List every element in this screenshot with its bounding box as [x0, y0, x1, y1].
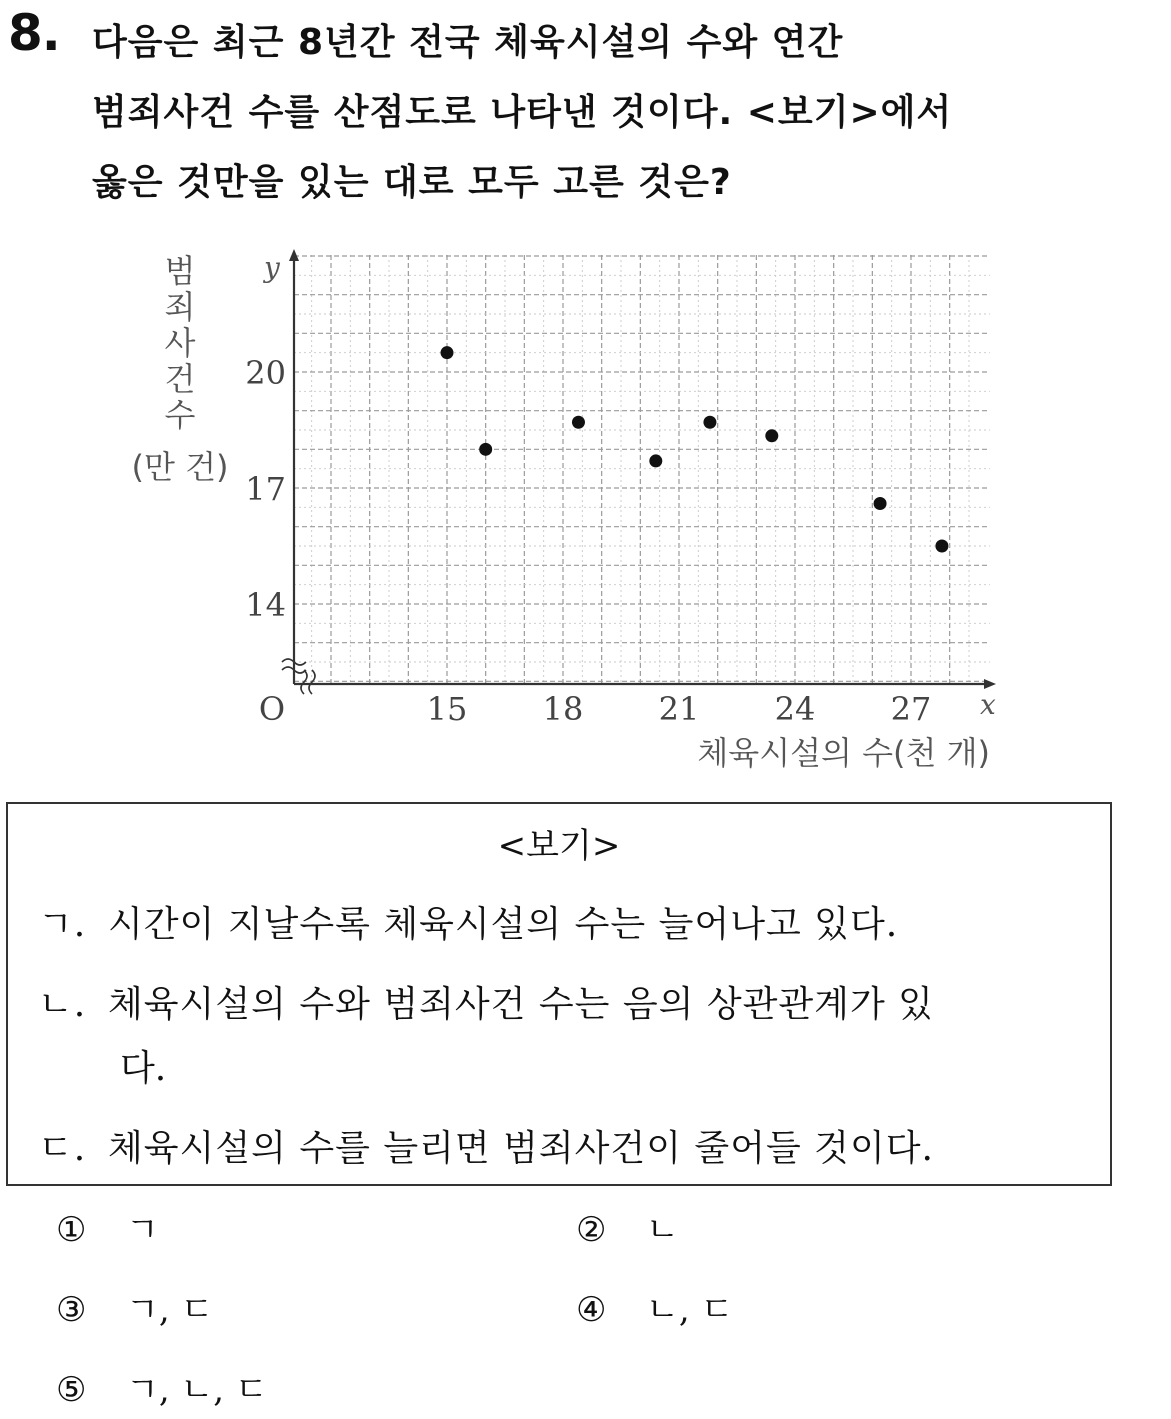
bogi-item-2-text: 체육시설의 수와 범죄사건 수는 음의 상관관계가 있 [108, 984, 934, 1025]
choice-5[interactable] [56, 1362, 268, 1411]
bogi-item-3 [38, 1120, 934, 1171]
data-point [479, 443, 492, 456]
choice-5-number: ⑤ [56, 1370, 87, 1410]
choice-3[interactable] [56, 1282, 213, 1331]
choice-2[interactable] [576, 1202, 679, 1251]
y-axis-title-part: 죄 [164, 288, 196, 326]
bogi-item-2 [38, 976, 934, 1027]
data-point [935, 540, 948, 553]
bogi-item-1-mark: ㄱ. [38, 904, 87, 945]
question-number: 8. [8, 4, 60, 62]
bogi-box [6, 802, 1112, 1186]
choice-4[interactable] [576, 1282, 733, 1331]
choice-2-number: ② [576, 1210, 607, 1250]
origin-label: O [258, 690, 286, 728]
x-tick-label: 24 [774, 690, 816, 728]
data-point [874, 497, 887, 510]
y-tick-label: 14 [245, 586, 286, 624]
x-axis-title: 체육시설의 수(천 개) [697, 734, 990, 772]
choice-4-number: ④ [576, 1290, 607, 1330]
data-point [703, 416, 716, 429]
bogi-item-2-mark: ㄴ. [38, 984, 87, 1025]
y-axis-arrow [289, 249, 299, 261]
bogi-item-1-text: 시간이 지날수록 체육시설의 수는 늘어나고 있다. [108, 904, 899, 945]
x-tick-label: 18 [542, 690, 584, 728]
data-point [441, 346, 454, 359]
data-point [649, 454, 662, 467]
y-axis-title-part: 사 [164, 324, 196, 362]
scatter-chart [0, 240, 1171, 800]
x-axis-letter: x [980, 688, 996, 721]
choice-3-number: ③ [56, 1290, 87, 1330]
bogi-item-1 [38, 896, 898, 947]
choice-3-text: ㄱ, ㄷ [126, 1290, 214, 1330]
y-axis-title-part: 범 [164, 252, 196, 290]
choice-1[interactable] [56, 1202, 159, 1251]
data-point [765, 429, 778, 442]
data-point [572, 416, 585, 429]
choice-1-number: ① [56, 1210, 87, 1250]
choice-2-text: ㄴ [646, 1210, 679, 1250]
x-tick-label: 15 [426, 690, 468, 728]
x-axis-break-symbol [301, 670, 315, 694]
choice-1-text: ㄱ [126, 1210, 159, 1250]
bogi-item-3-mark: ㄷ. [38, 1128, 87, 1169]
choice-4-text: ㄴ, ㄷ [646, 1290, 734, 1330]
question-line-2: 범죄사건 수를 산점도로 나타낸 것이다. <보기>에서 [92, 92, 953, 133]
bogi-title: <보기> [497, 826, 621, 866]
y-axis-letter: y [264, 251, 280, 284]
x-tick-label: 27 [890, 690, 932, 728]
y-tick-label: 20 [245, 354, 286, 392]
question-line-3: 옳은 것만을 있는 대로 모두 고른 것은? [92, 162, 732, 203]
choice-5-text: ㄱ, ㄴ, ㄷ [126, 1370, 268, 1410]
y-axis-title-part: 건 [164, 360, 196, 398]
y-axis-title-part: (만 건) [131, 448, 229, 486]
y-axis-title-part: 수 [164, 396, 196, 434]
y-tick-label: 17 [245, 470, 286, 508]
question-line-1: 다음은 최근 8년간 전국 체육시설의 수와 연간 [92, 22, 844, 63]
x-tick-label: 21 [658, 690, 700, 728]
bogi-item-3-text: 체육시설의 수를 늘리면 범죄사건이 줄어들 것이다. [108, 1128, 934, 1169]
bogi-item-2-continued: 다. [120, 1048, 167, 1089]
